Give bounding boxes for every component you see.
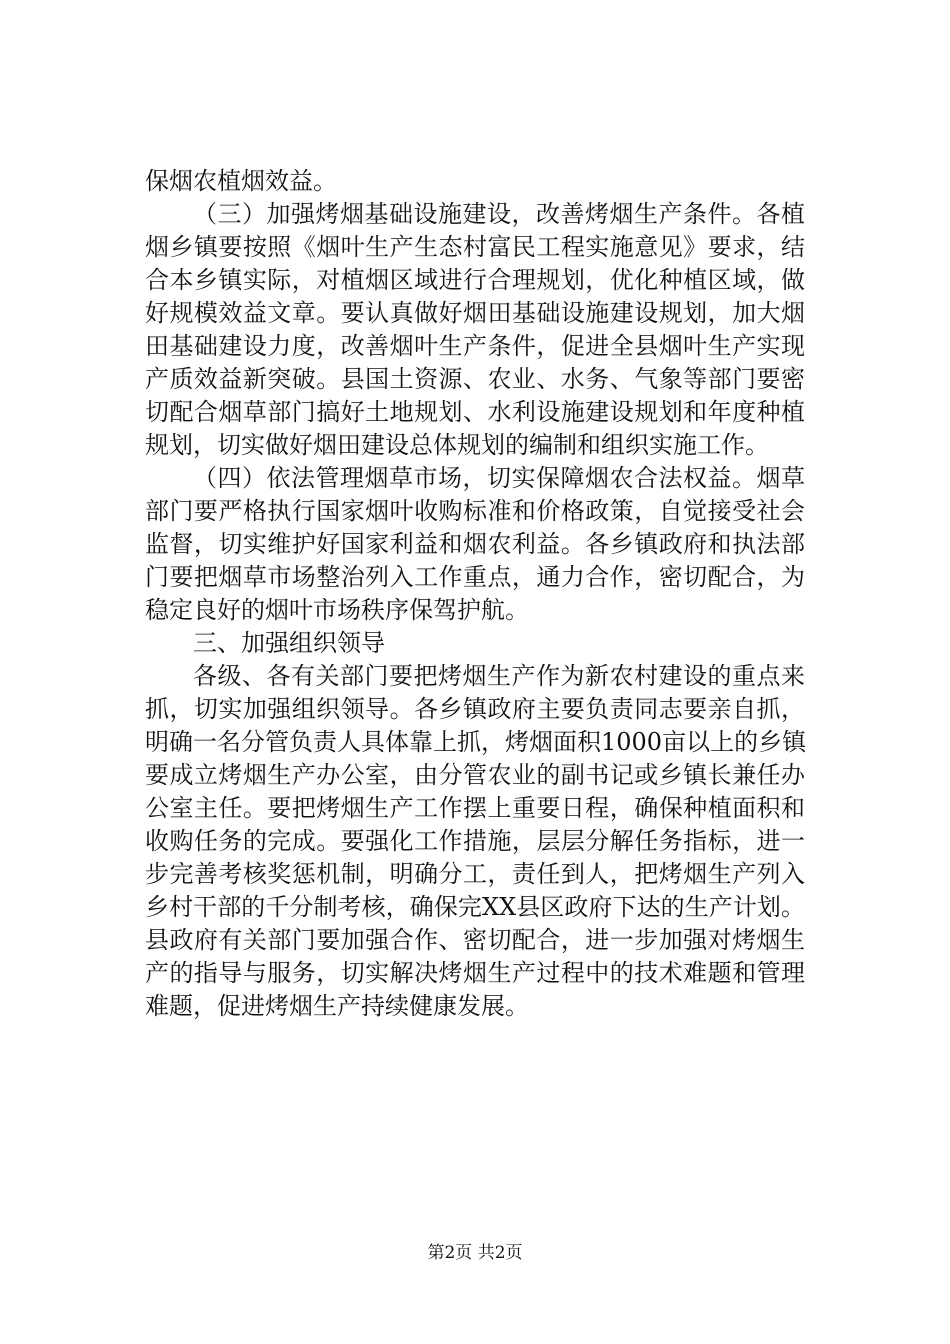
text-line: 监督，切实维护好国家利益和烟农利益。各乡镇政府和执法部 xyxy=(145,530,805,558)
text-line: 各级、各有关部门要把烤烟生产作为新农村建设的重点来 xyxy=(193,662,805,690)
text-line: 部门要严格执行国家烟叶收购标准和价格政策，自觉接受社会 xyxy=(145,497,805,525)
text-line: （四）依法管理烟草市场，切实保障烟农合法权益。烟草 xyxy=(193,464,805,492)
text-line: 要成立烤烟生产办公室，由分管农业的副书记或乡镇长兼任办 xyxy=(145,761,805,789)
text-line: 烟乡镇要按照《烟叶生产生态村富民工程实施意见》要求，结 xyxy=(145,233,805,261)
text-line: 门要把烟草市场整治列入工作重点，通力合作，密切配合，为 xyxy=(145,563,805,591)
text-line: 好规模效益文章。要认真做好烟田基础设施建设规划，加大烟 xyxy=(145,299,805,327)
text-line: 规划，切实做好烟田建设总体规划的编制和组织实施工作。 xyxy=(145,431,769,459)
text-line: 田基础建设力度，改善烟叶生产条件，促进全县烟叶生产实现 xyxy=(145,332,805,360)
text-line: 收购任务的完成。要强化工作措施，层层分解任务指标，进一 xyxy=(145,827,805,855)
text-line: 保烟农植烟效益。 xyxy=(145,167,337,195)
page-footer xyxy=(0,1243,950,1263)
section-heading: 三、加强组织领导 xyxy=(193,629,385,657)
page-number: 第2页 共2页 xyxy=(427,1243,523,1263)
text-line: 切配合烟草部门搞好土地规划、水利设施建设规划和年度种植 xyxy=(145,398,805,426)
text-line: 产的指导与服务，切实解决烤烟生产过程中的技术难题和管理 xyxy=(145,959,805,987)
text-line: 明确一名分管负责人具体靠上抓，烤烟面积1000亩以上的乡镇 xyxy=(145,728,807,756)
text-line: （三）加强烤烟基础设施建设，改善烤烟生产条件。各植 xyxy=(193,200,805,228)
text-line: 乡村干部的千分制考核，确保完XX县区政府下达的生产计划。 xyxy=(145,893,805,921)
text-line: 稳定良好的烟叶市场秩序保驾护航。 xyxy=(145,596,529,624)
text-line: 县政府有关部门要加强合作、密切配合，进一步加强对烤烟生 xyxy=(145,926,805,954)
text-line: 难题，促进烤烟生产持续健康发展。 xyxy=(145,992,529,1020)
text-line: 公室主任。要把烤烟生产工作摆上重要日程，确保种植面积和 xyxy=(145,794,805,822)
text-line: 产质效益新突破。县国土资源、农业、水务、气象等部门要密 xyxy=(145,365,805,393)
text-line: 抓，切实加强组织领导。各乡镇政府主要负责同志要亲自抓， xyxy=(145,695,805,723)
document-body xyxy=(145,165,805,1023)
text-line: 合本乡镇实际，对植烟区域进行合理规划，优化种植区域，做 xyxy=(145,266,805,294)
text-line: 步完善考核奖惩机制，明确分工，责任到人，把烤烟生产列入 xyxy=(145,860,805,888)
